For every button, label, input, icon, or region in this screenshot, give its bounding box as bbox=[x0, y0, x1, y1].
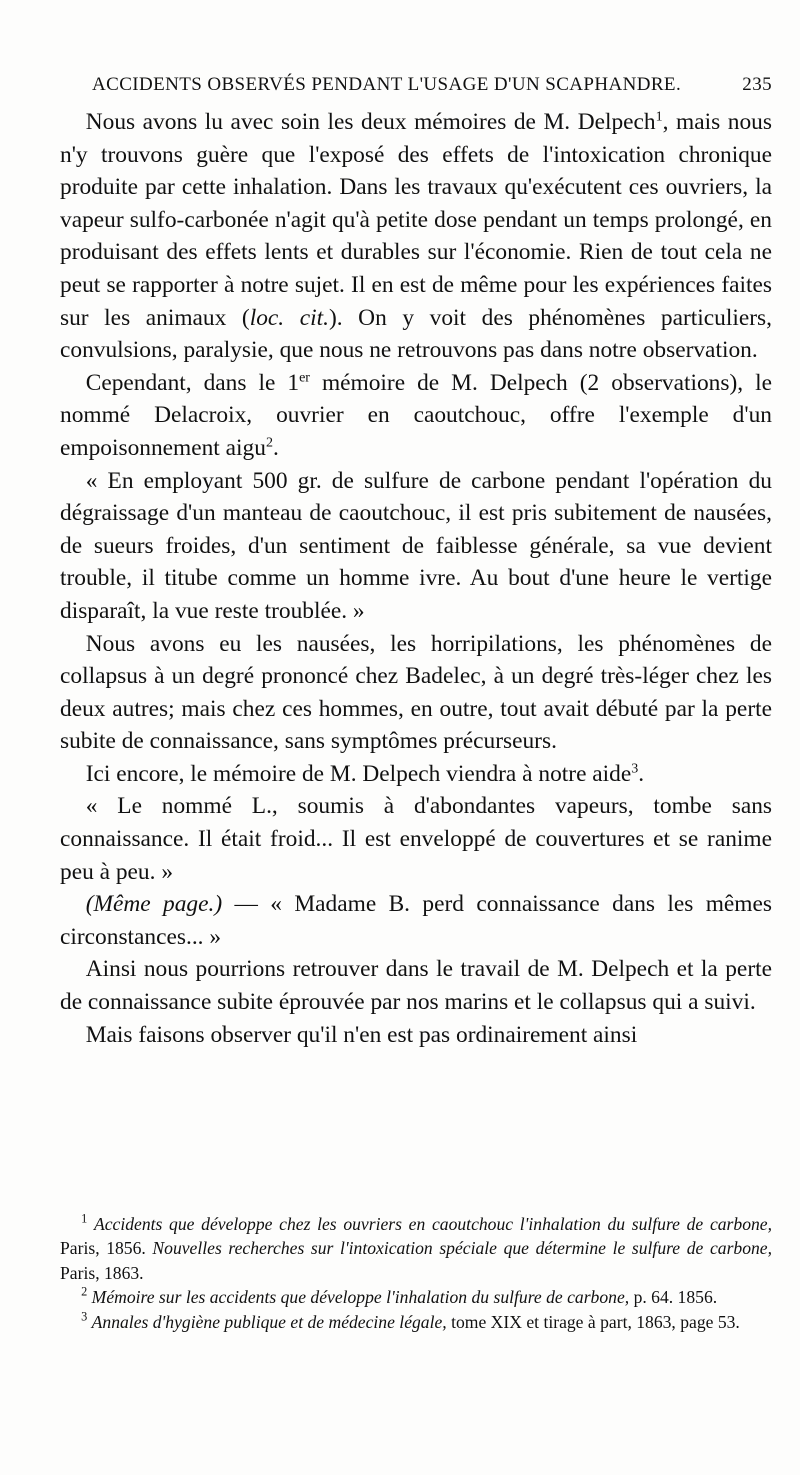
footnote: $^3$ Annales d'hygiène publique et de médecine légale, tome XIX et tirage à part, 1863, page 53. bbox=[81, 1309, 740, 1332]
footnote-number: 3 bbox=[81, 1309, 88, 1324]
paragraph: Mais faisons observer qu'il n'en est pas ordinairement ainsi bbox=[85, 1021, 638, 1048]
footnote: $^2$ Mémoire sur les accidents que développe l'inhalation du sulfure de carbone, p. 64. 1856. bbox=[81, 1284, 718, 1308]
footnote-number: 2 bbox=[81, 1284, 88, 1299]
quotation: « Le nommé L., soumis à d'abondantes vapeurs, tombe sans connaissance. Il était froid... Il est enveloppé de couvertures et se ranime peu à peu. » bbox=[60, 793, 772, 885]
footnote-ref[interactable]: 2 bbox=[265, 434, 273, 451]
paragraph: Cependant, dans le 1er mémoire de M. Delpech (2 observations), le nommé Delacroix, ouvrier en caoutchouc, offre l'exemple d'un empoisonnement aigu$^2$. bbox=[60, 369, 772, 461]
footnote-ref[interactable]: 3 bbox=[631, 760, 639, 777]
footnote: $^1$ Accidents que développe chez les ouvriers en caoutchouc l'inhalation du sulfure de carbone, Paris, 1856. Nouvelles recherches sur l'intoxication spéciale que détermine le sulfure de carbone, Paris, 1863. bbox=[60, 1211, 773, 1283]
paragraph: Nous avons eu les nausées, les horripilations, les phénomènes de collapsus à un degré prononcé chez Badelec, à un degré très-léger chez les deux autres; mais chez ces hommes, en outre, tout avait débuté par la perte subite de connaissance, sans symptômes précurseurs. bbox=[60, 630, 772, 755]
ordinal-suffix: er bbox=[299, 369, 310, 386]
paragraph: Nous avons lu avec soin les deux mémoires de M. Delpech$^1$, mais nous n'y trouvons guère que l'exposé des effets de l'intoxication chronique produite par cette inhalation. Dans les travaux qu'exécutent ces ouvriers, la vapeur sulfo-carbonée n'agit qu'à petite dose pendant un temps prolongé, en produisant des effets lents et durables sur l'économie. Rien de tout cela ne peut se rapporter à notre sujet. Il en est de même pour les expériences faites sur les animaux (loc. cit.). On y voit des phénomènes particuliers, convulsions, paralysie, que nous ne retrouvons pas dans notre observation. bbox=[60, 108, 772, 364]
quotation: (Même page.) — « Madame B. perd connaissance dans les mêmes circonstances... » bbox=[60, 891, 772, 950]
quotation: « En employant 500 gr. de sulfure de carbone pendant l'opération du dégraissage d'un manteau de caoutchouc, il est pris subitement de nausées, de sueurs froides, d'un sentiment de faiblesse générale, sa vue devient trouble, il titube comme un homme ivre. Au bout d'une heure le vertige disparaît, la vue reste troublée. » bbox=[60, 467, 772, 624]
paragraph: Ici encore, le mémoire de M. Delpech viendra à notre aide$^3$. bbox=[85, 760, 645, 787]
paragraph: Ainsi nous pourrions retrouver dans le travail de M. Delpech et la perte de connaissance subite éprouvée par nos marins et le collapsus qui a suivi. bbox=[60, 956, 772, 1016]
body-text bbox=[60, 106, 772, 1051]
footnote-number: 1 bbox=[81, 1211, 88, 1226]
running-header bbox=[92, 70, 772, 100]
page-number: 235 bbox=[742, 74, 772, 95]
footnotes bbox=[60, 1212, 772, 1334]
footnote-ref[interactable]: 1 bbox=[655, 108, 663, 125]
running-title: ACCIDENTS OBSERVÉS PENDANT L'USAGE D'UN SCAPHANDRE. bbox=[92, 74, 682, 95]
